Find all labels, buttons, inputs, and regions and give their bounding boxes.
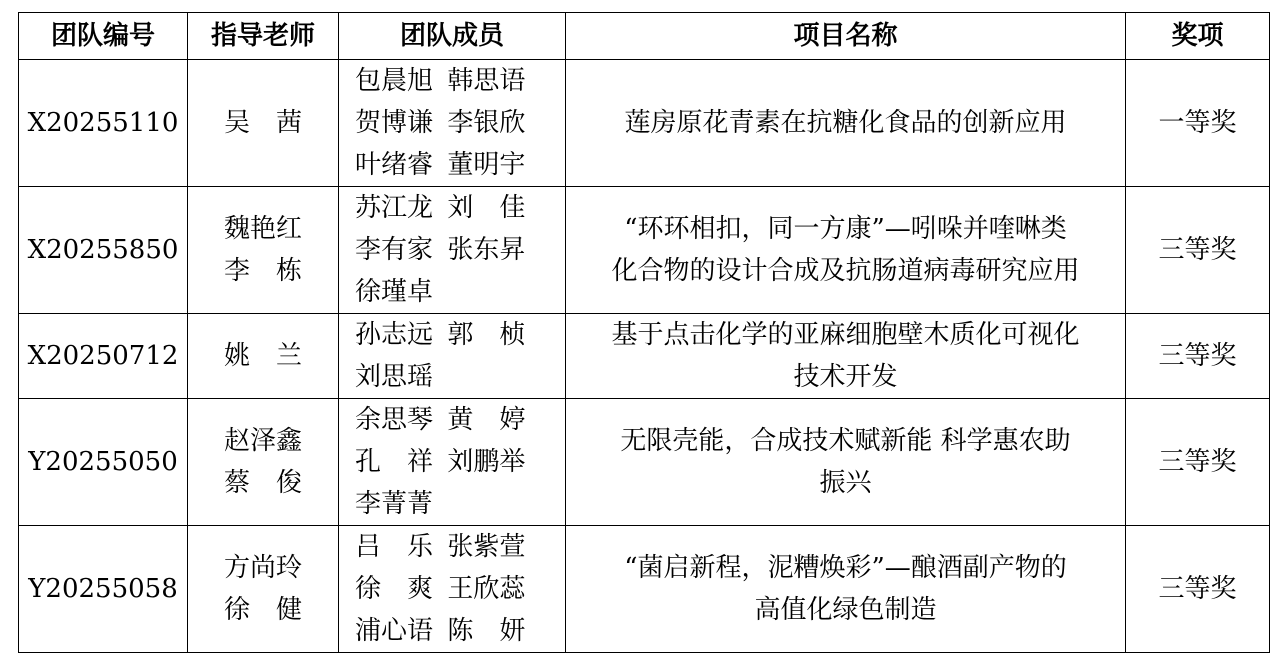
table-row: [19, 399, 1270, 526]
members-cell: [339, 187, 566, 314]
members-line: [339, 526, 565, 568]
member-name: 刘 佳: [447, 193, 526, 223]
table-row: [19, 314, 1270, 399]
advisor-name: 方尚玲: [223, 553, 302, 583]
project-cell: [566, 60, 1126, 187]
member-name: 黄 婷: [447, 405, 526, 435]
header-award: 奖项: [1126, 13, 1270, 60]
advisor-name: 姚 兰: [223, 341, 302, 371]
member-name: 韩思语: [447, 66, 526, 96]
award-cell: 三等奖: [1126, 187, 1270, 314]
table-body: [19, 60, 1270, 653]
header-row: [19, 13, 1270, 60]
advisor-cell: [188, 526, 339, 653]
member-name: 陈 妍: [447, 616, 526, 646]
members-line: [339, 60, 565, 102]
member-name: 苏江龙: [355, 193, 434, 223]
member-name: 张紫萱: [447, 532, 526, 562]
member-name: 李银欣: [447, 108, 526, 138]
members-line: [339, 356, 565, 398]
awards-table: [18, 12, 1270, 653]
advisor-name: 魏艳红: [223, 214, 302, 244]
table-row: [19, 60, 1270, 187]
award-cell: 三等奖: [1126, 399, 1270, 526]
member-name: 浦心语: [355, 616, 434, 646]
member-name: 董明宇: [447, 150, 526, 180]
member-name: 吕 乐: [355, 532, 434, 562]
members-line: [339, 483, 565, 525]
project-line: “菌启新程，泥糟焕彩”—酿酒副产物的: [624, 553, 1067, 583]
member-name: 孔 祥: [355, 447, 434, 477]
advisor-name: 吴 茜: [223, 108, 302, 138]
header-project: 项目名称: [566, 13, 1126, 60]
advisor-cell: [188, 314, 339, 399]
project-line: 化合物的设计合成及抗肠道病毒研究应用: [611, 256, 1080, 286]
members-cell: [339, 314, 566, 399]
members-line: [339, 102, 565, 144]
project-line: “环环相扣，同一方康”—吲哚并喹啉类: [624, 214, 1067, 244]
member-name: 徐 爽: [355, 574, 434, 604]
advisor-name: 李 栋: [223, 256, 302, 286]
table-row: [19, 526, 1270, 653]
advisor-name: 蔡 俊: [223, 468, 302, 498]
advisor-cell: [188, 187, 339, 314]
project-line: 基于点击化学的亚麻细胞壁木质化可视化: [611, 320, 1080, 350]
team-id: X20255110: [19, 60, 188, 187]
members-line: [339, 399, 565, 441]
team-id: X20250712: [19, 314, 188, 399]
award-cell: 一等奖: [1126, 60, 1270, 187]
project-cell: [566, 399, 1126, 526]
member-name: 孙志远: [355, 320, 434, 350]
award-cell: 三等奖: [1126, 314, 1270, 399]
members-line: [339, 229, 565, 271]
team-id: Y20255058: [19, 526, 188, 653]
project-line: 技术开发: [793, 362, 898, 392]
advisor-cell: [188, 399, 339, 526]
member-name: 郭 桢: [447, 320, 526, 350]
member-name: 贺博谦: [355, 108, 434, 138]
members-line: [339, 314, 565, 356]
members-cell: [339, 526, 566, 653]
project-line: 振兴: [819, 468, 872, 498]
member-name: 张东昇: [447, 235, 526, 265]
project-line: 无限壳能，合成技术赋新能 科学惠农助: [620, 426, 1071, 456]
member-name: 李有家: [355, 235, 434, 265]
member-name: 余思琴: [355, 405, 434, 435]
member-name: 刘鹏举: [447, 447, 526, 477]
project-cell: [566, 187, 1126, 314]
members-line: [339, 610, 565, 652]
award-cell: 三等奖: [1126, 526, 1270, 653]
project-cell: [566, 526, 1126, 653]
member-name: 李菁菁: [355, 489, 434, 519]
members-cell: [339, 60, 566, 187]
member-name: 叶绪睿: [355, 150, 434, 180]
member-name: 王欣蕊: [447, 574, 526, 604]
project-line: 莲房原花青素在抗糖化食品的创新应用: [624, 108, 1067, 138]
advisor-cell: [188, 60, 339, 187]
member-name: 徐瑾卓: [355, 277, 434, 307]
header-advisor: 指导老师: [188, 13, 339, 60]
advisor-name: 赵泽鑫: [223, 426, 302, 456]
member-name: 包晨旭: [355, 66, 434, 96]
table-row: [19, 187, 1270, 314]
header-team-id: 团队编号: [19, 13, 188, 60]
member-name: 刘思瑶: [355, 362, 434, 392]
members-line: [339, 568, 565, 610]
members-line: [339, 271, 565, 313]
header-members: 团队成员: [339, 13, 566, 60]
members-line: [339, 441, 565, 483]
members-line: [339, 187, 565, 229]
project-cell: [566, 314, 1126, 399]
team-id: Y20255050: [19, 399, 188, 526]
members-line: [339, 144, 565, 186]
project-line: 高值化绿色制造: [754, 595, 937, 625]
advisor-name: 徐 健: [223, 595, 302, 625]
team-id: X20255850: [19, 187, 188, 314]
members-cell: [339, 399, 566, 526]
